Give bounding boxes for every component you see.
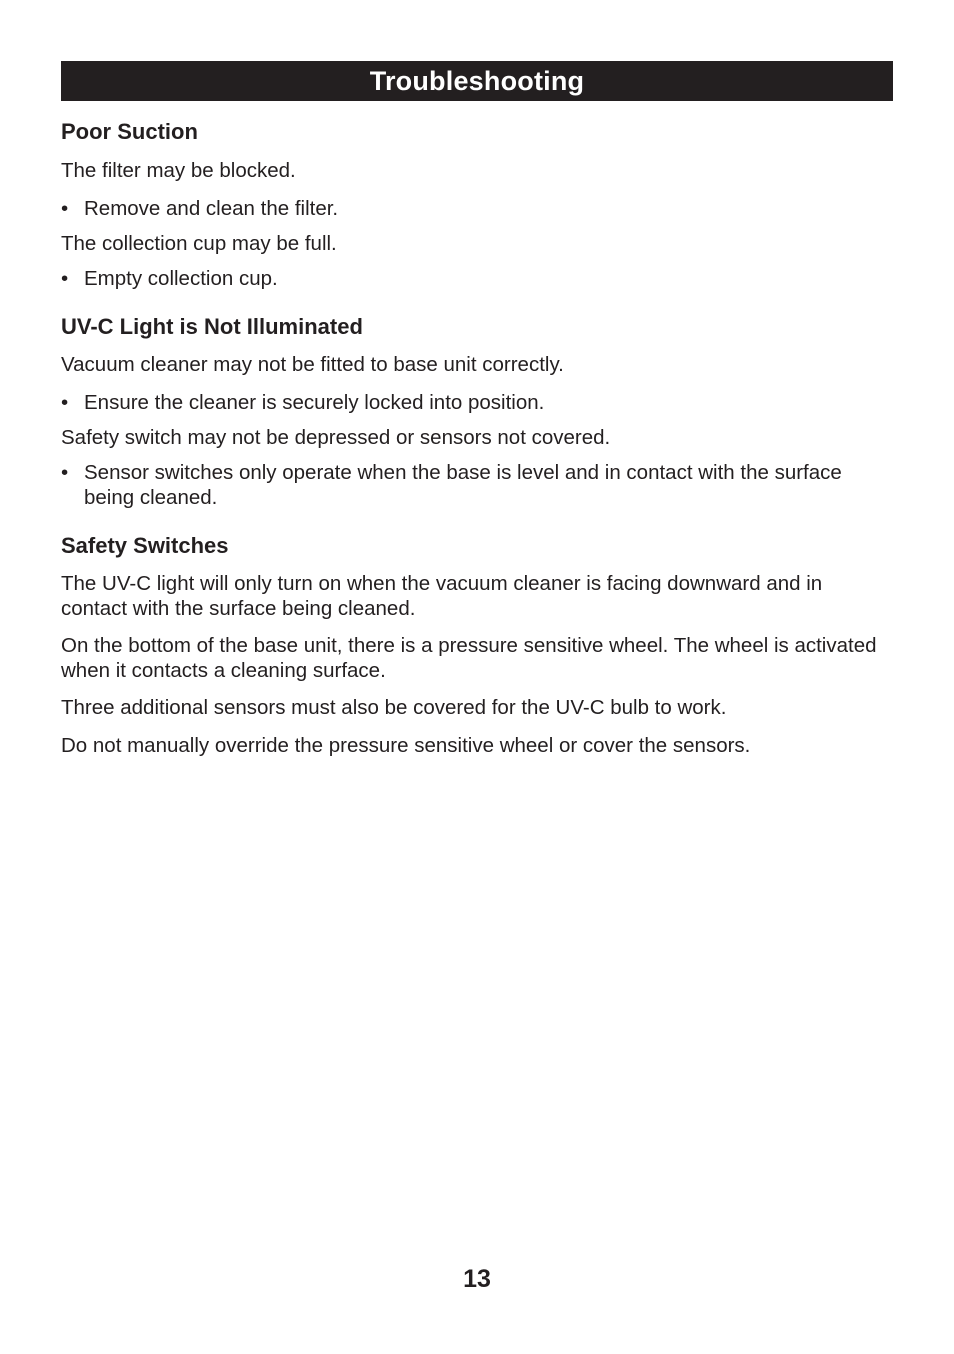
paragraph: Safety switch may not be depressed or sensors not covered. bbox=[61, 426, 611, 449]
section-safety-switches bbox=[61, 533, 893, 758]
section-uvc-light bbox=[61, 314, 893, 510]
bullet-icon: • bbox=[61, 267, 69, 290]
section-poor-suction bbox=[61, 119, 893, 291]
paragraph: Three additional sensors must also be covered for the UV-C bulb to work. bbox=[61, 696, 727, 719]
section-heading: UV-C Light is Not Illuminated bbox=[61, 314, 363, 339]
bullet-text: Ensure the cleaner is securely locked into position. bbox=[84, 391, 545, 414]
section-heading: Poor Suction bbox=[61, 119, 198, 144]
bullet-item bbox=[61, 390, 893, 415]
bullet-item bbox=[61, 460, 893, 510]
bullet-text: Sensor switches only operate when the base is level and in contact with the surface being cleaned. bbox=[84, 461, 842, 509]
section-heading: Safety Switches bbox=[61, 533, 229, 558]
bullet-icon: • bbox=[61, 391, 69, 414]
paragraph: The collection cup may be full. bbox=[61, 232, 337, 255]
paragraph: The UV-C light will only turn on when the vacuum cleaner is facing downward and in contact with the surface being cleaned. bbox=[61, 572, 823, 620]
bullet-icon: • bbox=[61, 197, 69, 220]
bullet-item bbox=[61, 266, 893, 291]
bullet-icon: • bbox=[61, 461, 69, 484]
paragraph: The filter may be blocked. bbox=[61, 159, 296, 182]
bullet-text: Empty collection cup. bbox=[84, 267, 278, 290]
page-content bbox=[61, 61, 893, 758]
bullet-text: Remove and clean the filter. bbox=[84, 197, 339, 220]
paragraph: Do not manually override the pressure sensitive wheel or cover the sensors. bbox=[61, 734, 751, 757]
page-title-bar bbox=[61, 61, 893, 101]
paragraph: Vacuum cleaner may not be fitted to base unit correctly. bbox=[61, 353, 564, 376]
bullet-item bbox=[61, 196, 893, 221]
paragraph: On the bottom of the base unit, there is a pressure sensitive wheel. The wheel is activated when it contacts a cleaning surface. bbox=[61, 634, 877, 682]
page-number: 13 bbox=[463, 1265, 491, 1293]
page-title: Troubleshooting bbox=[369, 65, 585, 96]
